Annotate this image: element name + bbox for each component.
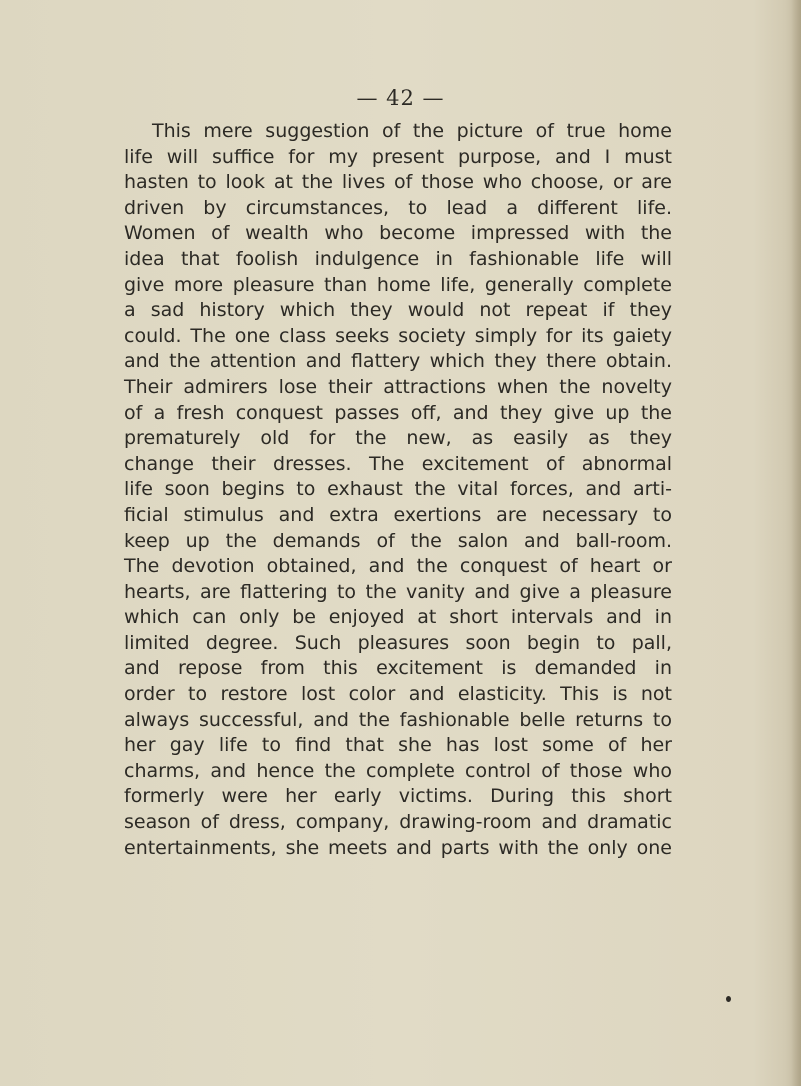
text-line: a sad history which they would not repeat if they (124, 299, 672, 322)
page-edge-shadow (791, 0, 801, 1086)
text-line: life will suffice for my present purpose, and I must (124, 145, 672, 168)
text-line: Their admirers lose their attractions when the novelty (124, 375, 672, 398)
body-text (124, 119, 672, 861)
text-line: life soon begins to exhaust the vital forces, and arti- (124, 478, 672, 501)
text-line: give more pleasure than home life, generally complete (124, 273, 672, 296)
text-line: season of dress, company, drawing-room and dramatic (124, 811, 672, 834)
page-number: — 42 — (356, 86, 445, 110)
text-line: hearts, are flattering to the vanity and give a pleasure (124, 580, 672, 603)
text-line: ficial stimulus and extra exertions are necessary to (124, 503, 672, 526)
text-line: always successful, and the fashionable belle returns to (124, 708, 672, 731)
text-line: keep up the demands of the salon and ball-room. (124, 529, 672, 552)
text-line: could. The one class seeks society simply for its gaiety (124, 324, 672, 347)
text-line: charms, and hence the complete control of those who (124, 759, 672, 782)
text-line: hasten to look at the lives of those who choose, or are (124, 171, 672, 194)
text-line: Women of wealth who become impressed with the (124, 222, 672, 245)
text-line: limited degree. Such pleasures soon begin to pall, (124, 631, 672, 654)
text-line: idea that foolish indulgence in fashionable life will (124, 247, 672, 270)
text-line: This mere suggestion of the picture of true home (152, 120, 672, 142)
text-line: driven by circumstances, to lead a different life. (124, 196, 672, 219)
text-line: change their dresses. The excitement of abnormal (124, 452, 672, 475)
text-line: The devotion obtained, and the conquest of heart or (124, 555, 672, 578)
text-line: prematurely old for the new, as easily as they (124, 427, 672, 450)
text-line: and the attention and flattery which they there obtain. (124, 350, 672, 373)
text-line: entertainments, she meets and parts with the only one (124, 836, 672, 859)
text-line: her gay life to find that she has lost some of her (124, 734, 672, 757)
text-line: of a fresh conquest passes off, and they give up the (124, 401, 672, 424)
ink-speck (726, 996, 731, 1002)
text-line: which can only be enjoyed at short intervals and in (124, 606, 672, 629)
text-line: and repose from this excitement is demanded in (124, 657, 672, 680)
text-line: formerly were her early victims. During this short (124, 785, 672, 808)
text-line: order to restore lost color and elasticity. This is not (124, 683, 672, 706)
